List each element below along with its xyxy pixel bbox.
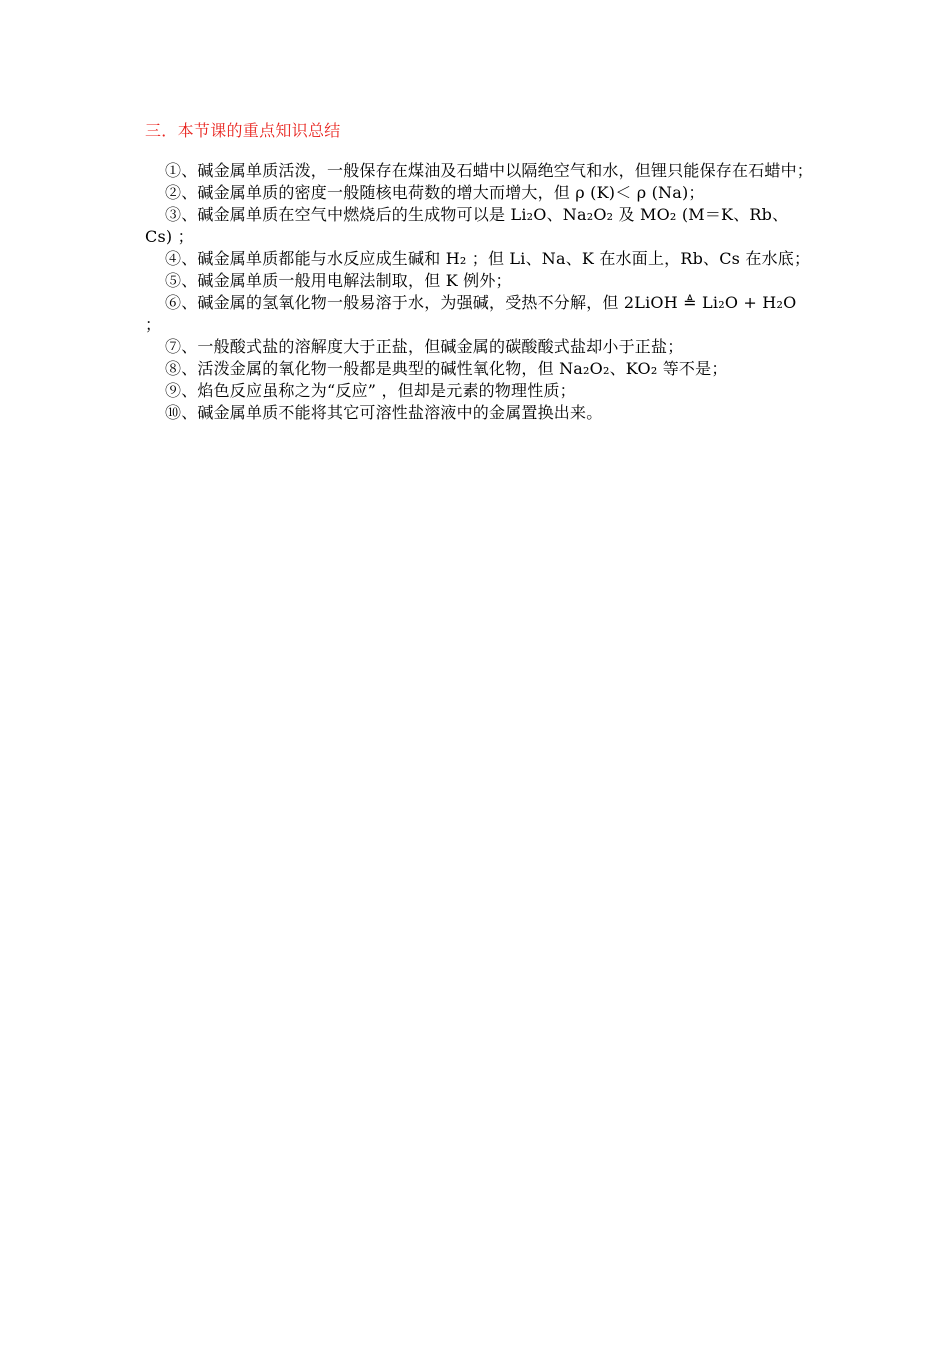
item-text: 、碱金属单质在空气中燃烧后的生成物可以是 Li₂O、Na₂O₂ 及 MO₂ (M＝K、Rb、Cs) ； [145, 205, 789, 246]
item-marker: ① [165, 161, 182, 180]
item-marker: ② [165, 183, 182, 202]
list-item [145, 182, 813, 204]
item-marker: ③ [165, 205, 182, 224]
item-text: 、碱金属单质不能将其它可溶性盐溶液中的金属置换出来。 [181, 403, 603, 422]
list-item [145, 358, 813, 380]
item-marker: ⑥ [165, 293, 182, 312]
list-item [145, 160, 813, 182]
item-text: 、碱金属单质都能与水反应成生碱和 H₂ ；但 Li、Na、K 在水面上，Rb、Cs 在水底； [181, 249, 811, 268]
item-text: 、活泼金属的氧化物一般都是典型的碱性氧化物，但 Na₂O₂、KO₂ 等不是； [181, 359, 728, 378]
list-item [145, 402, 813, 424]
item-marker: ⑦ [165, 337, 182, 356]
item-marker: ④ [165, 249, 182, 268]
item-marker: ⑩ [165, 403, 182, 422]
item-text: 、碱金属单质一般用电解法制取，但 K 例外； [181, 271, 512, 290]
item-marker: ⑨ [165, 381, 182, 400]
item-marker: ⑤ [165, 271, 182, 290]
list-item [145, 248, 813, 270]
summary-list [145, 160, 813, 424]
item-text: 、碱金属的氢氧化物一般易溶于水，为强碱，受热不分解，但 2LiOH ≜ Li₂O + H₂O ； [145, 293, 797, 334]
section-heading: 三．本节课的重点知识总结 [145, 121, 341, 140]
list-item [145, 270, 813, 292]
item-text: 、碱金属单质的密度一般随核电荷数的增大而增大，但 ρ (K)＜ ρ (Na)； [181, 183, 705, 202]
item-text: 、焰色反应虽称之为“反应” ，但却是元素的物理性质； [181, 381, 576, 400]
item-text: 、碱金属单质活泼，一般保存在煤油及石蜡中以隔绝空气和水，但锂只能保存在石蜡中； [181, 161, 814, 180]
list-item [145, 336, 813, 358]
item-marker: ⑧ [165, 359, 182, 378]
list-item [145, 292, 813, 336]
item-text: 、一般酸式盐的溶解度大于正盐，但碱金属的碳酸酸式盐却小于正盐； [181, 337, 684, 356]
list-item [145, 204, 813, 248]
list-item [145, 380, 813, 402]
